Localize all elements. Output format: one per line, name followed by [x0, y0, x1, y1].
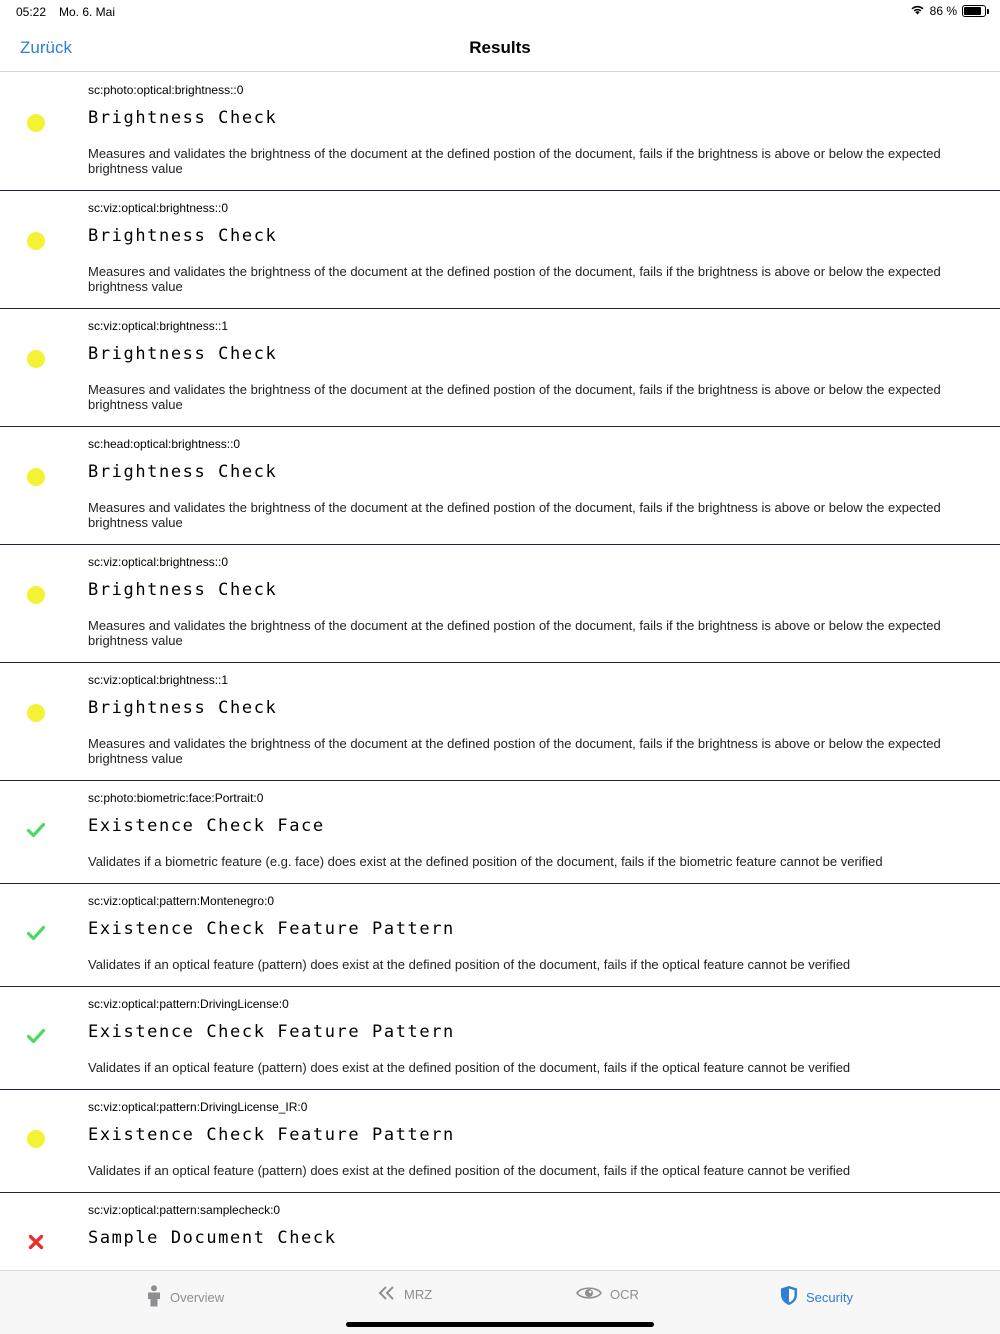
battery-level [964, 7, 981, 15]
status-indicator [27, 1233, 45, 1251]
tab-mrz[interactable] [378, 1285, 432, 1304]
tab-overview[interactable] [146, 1285, 224, 1310]
result-title: Sample Document Check [88, 1228, 337, 1248]
result-row[interactable] [0, 987, 1000, 1090]
result-row[interactable] [0, 427, 1000, 545]
result-row[interactable] [0, 1193, 1000, 1270]
result-description: Validates if an optical feature (pattern) does exist at the defined position of the document, fails if the optical feature cannot be verified [88, 1163, 851, 1178]
result-title: Brightness Check [88, 698, 278, 718]
result-description: Validates if an optical feature (pattern) does exist at the defined position of the document, fails if the optical feature cannot be verified [88, 1060, 851, 1075]
result-title: Existence Check Feature Pattern [88, 1022, 455, 1042]
warning-dot-icon [27, 586, 45, 604]
warning-dot-icon [27, 704, 45, 722]
result-code: sc:viz:optical:brightness::0 [88, 201, 229, 215]
result-title: Brightness Check [88, 108, 278, 128]
checkmark-icon [27, 822, 45, 838]
cross-icon [28, 1234, 44, 1250]
result-code: sc:viz:optical:pattern:DrivingLicense:0 [88, 997, 289, 1011]
status-indicator [27, 1027, 45, 1045]
result-code: sc:viz:optical:pattern:Montenegro:0 [88, 894, 275, 908]
result-description: Measures and validates the brightness of the document at the defined postion of the document, fails if the brightness is above or below the expected brightness value [88, 736, 941, 766]
result-title: Brightness Check [88, 344, 278, 364]
warning-dot-icon [27, 350, 45, 368]
status-indicator [27, 704, 45, 722]
tab-label: Overview [170, 1290, 225, 1305]
result-row[interactable] [0, 884, 1000, 987]
status-indicator [27, 114, 45, 132]
home-indicator[interactable] [346, 1322, 654, 1327]
result-row[interactable] [0, 545, 1000, 663]
result-row[interactable] [0, 1090, 1000, 1193]
result-title: Brightness Check [88, 580, 278, 600]
result-description: Validates if a biometric feature (e.g. face) does exist at the defined position of the document, fails if the biometric feature cannot be verified [88, 854, 883, 869]
tab-ocr[interactable] [576, 1285, 639, 1304]
status-indicator [27, 468, 45, 486]
warning-dot-icon [27, 468, 45, 486]
result-description: Validates if an optical feature (pattern) does exist at the defined position of the document, fails if the optical feature cannot be verified [88, 957, 851, 972]
result-code: sc:viz:optical:brightness::0 [88, 555, 229, 569]
battery-percentage: 86 % [929, 4, 957, 18]
result-description: Measures and validates the brightness of the document at the defined postion of the document, fails if the brightness is above or below the expected brightness value [88, 618, 941, 648]
eye-icon [576, 1285, 602, 1304]
result-description: Measures and validates the brightness of the document at the defined postion of the document, fails if the brightness is above or below the expected brightness value [88, 500, 941, 530]
battery-icon [962, 5, 986, 17]
result-code: sc:photo:optical:brightness::0 [88, 83, 244, 97]
result-row[interactable] [0, 663, 1000, 781]
result-code: sc:viz:optical:brightness::1 [88, 319, 229, 333]
status-indicator [27, 232, 45, 250]
person-icon [146, 1285, 162, 1310]
tab-label: MRZ [404, 1287, 433, 1302]
result-row[interactable] [0, 73, 1000, 191]
status-indicator [27, 350, 45, 368]
checkmark-icon [27, 925, 45, 941]
navigation-bar [0, 24, 1000, 72]
status-indicator [27, 586, 45, 604]
result-title: Existence Check Feature Pattern [88, 919, 455, 939]
back-button[interactable]: Zurück [20, 38, 72, 57]
warning-dot-icon [27, 114, 45, 132]
status-indicator [27, 924, 45, 942]
result-description: Measures and validates the brightness of the document at the defined postion of the document, fails if the brightness is above or below the expected brightness value [88, 146, 941, 176]
results-list[interactable] [0, 73, 1000, 1270]
status-bar [0, 0, 1000, 24]
status-indicator [27, 1130, 45, 1148]
tab-security[interactable] [780, 1285, 853, 1309]
status-indicators [910, 4, 986, 18]
result-description: Measures and validates the brightness of the document at the defined postion of the document, fails if the brightness is above or below the expected brightness value [88, 264, 941, 294]
result-code: sc:viz:optical:pattern:DrivingLicense_IR:0 [88, 1100, 308, 1114]
result-row[interactable] [0, 309, 1000, 427]
checkmark-icon [27, 1028, 45, 1044]
result-code: sc:viz:optical:pattern:samplecheck:0 [88, 1203, 281, 1217]
warning-dot-icon [27, 1130, 45, 1148]
wifi-icon [910, 4, 925, 18]
status-date: Mo. 6. Mai [59, 5, 116, 19]
page-title: Results [469, 38, 531, 57]
result-code: sc:viz:optical:brightness::1 [88, 673, 229, 687]
result-row[interactable] [0, 781, 1000, 884]
tab-label: Security [806, 1289, 853, 1305]
double-chevron-left-icon [378, 1285, 396, 1304]
status-indicator [27, 821, 45, 839]
result-code: sc:head:optical:brightness::0 [88, 437, 241, 451]
tab-label: OCR [610, 1287, 639, 1302]
result-row[interactable] [0, 191, 1000, 309]
result-title: Existence Check Face [88, 816, 325, 836]
status-time: 05:22 [16, 5, 47, 19]
result-title: Existence Check Feature Pattern [88, 1125, 455, 1145]
result-code: sc:photo:biometric:face:Portrait:0 [88, 791, 264, 805]
result-title: Brightness Check [88, 462, 278, 482]
warning-dot-icon [27, 232, 45, 250]
result-title: Brightness Check [88, 226, 278, 246]
result-description: Measures and validates the brightness of the document at the defined postion of the document, fails if the brightness is above or below the expected brightness value [88, 382, 941, 412]
shield-icon [780, 1285, 798, 1309]
